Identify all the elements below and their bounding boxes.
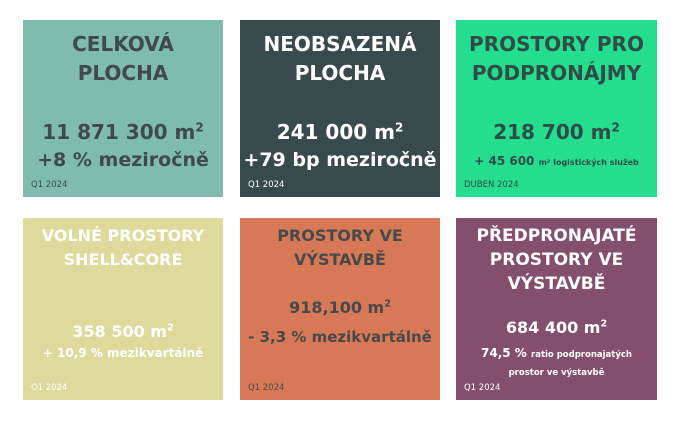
tile-under-construction xyxy=(240,218,440,400)
tile-title xyxy=(456,30,657,88)
tile-value: 918,100 $m^2$ xyxy=(289,298,391,317)
tile-date: Q1 2024 xyxy=(248,383,285,393)
title-line: CELKOVÁ xyxy=(72,32,174,56)
tile-value: 358 500 $m^2$ xyxy=(72,322,174,341)
tile-date: Q1 2024 xyxy=(31,383,68,393)
tile-shell-core xyxy=(23,218,223,400)
tile-vacant-area xyxy=(240,20,440,197)
tile-change: +8 % meziročně xyxy=(37,149,209,171)
tile-change: - 3,3 % mezikvartálně xyxy=(248,328,432,346)
title-line: PROSTORY VE xyxy=(489,250,624,270)
tile-title xyxy=(456,224,657,296)
title-line: PLOCHA xyxy=(294,61,386,85)
tile-value: 241 000 $m^2$ xyxy=(276,120,404,144)
title-line: VÝSTAVBĚ xyxy=(294,250,386,269)
title-line: PODPRONÁJMY xyxy=(471,61,642,85)
tile-value: 11 871 300 $m^2$ xyxy=(42,120,204,144)
tile-sublease-space xyxy=(456,20,657,197)
title-line: VÝSTAVBĚ xyxy=(507,274,606,294)
title-line: PŘEDPRONAJATÉ xyxy=(476,226,637,246)
tile-title xyxy=(240,224,440,272)
tile-change: +79 bp meziročně xyxy=(243,149,437,171)
title-line: PROSTORY PRO xyxy=(469,32,644,56)
tile-date: DUBEN 2024 xyxy=(464,180,519,190)
tile-change: 74,5 % ratio podpronajatých prostor ve výstavbě xyxy=(481,346,632,378)
title-line: PLOCHA xyxy=(77,61,169,85)
title-line: PROSTORY VE xyxy=(277,226,403,245)
tile-change: + 10,9 % mezikvartálně xyxy=(42,346,204,360)
tile-title xyxy=(240,30,440,88)
tile-value: 218 700 $m^2$ xyxy=(493,120,620,144)
tile-date: Q1 2024 xyxy=(31,180,68,190)
tile-total-area xyxy=(23,20,223,197)
tile-title xyxy=(23,30,223,88)
tile-preleased-construction xyxy=(456,218,657,400)
tile-title xyxy=(23,224,223,272)
title-line: SHELL&CORE xyxy=(63,250,183,269)
tile-date: Q1 2024 xyxy=(248,180,285,190)
title-line: NEOBSAZENÁ xyxy=(263,32,417,56)
tile-change: + 45 600 m² logistických služeb xyxy=(474,154,639,168)
title-line: VOLNÉ PROSTORY xyxy=(41,226,205,245)
tile-value: 684 400 $m^2$ xyxy=(505,318,608,337)
tile-date: Q1 2024 xyxy=(464,383,501,393)
